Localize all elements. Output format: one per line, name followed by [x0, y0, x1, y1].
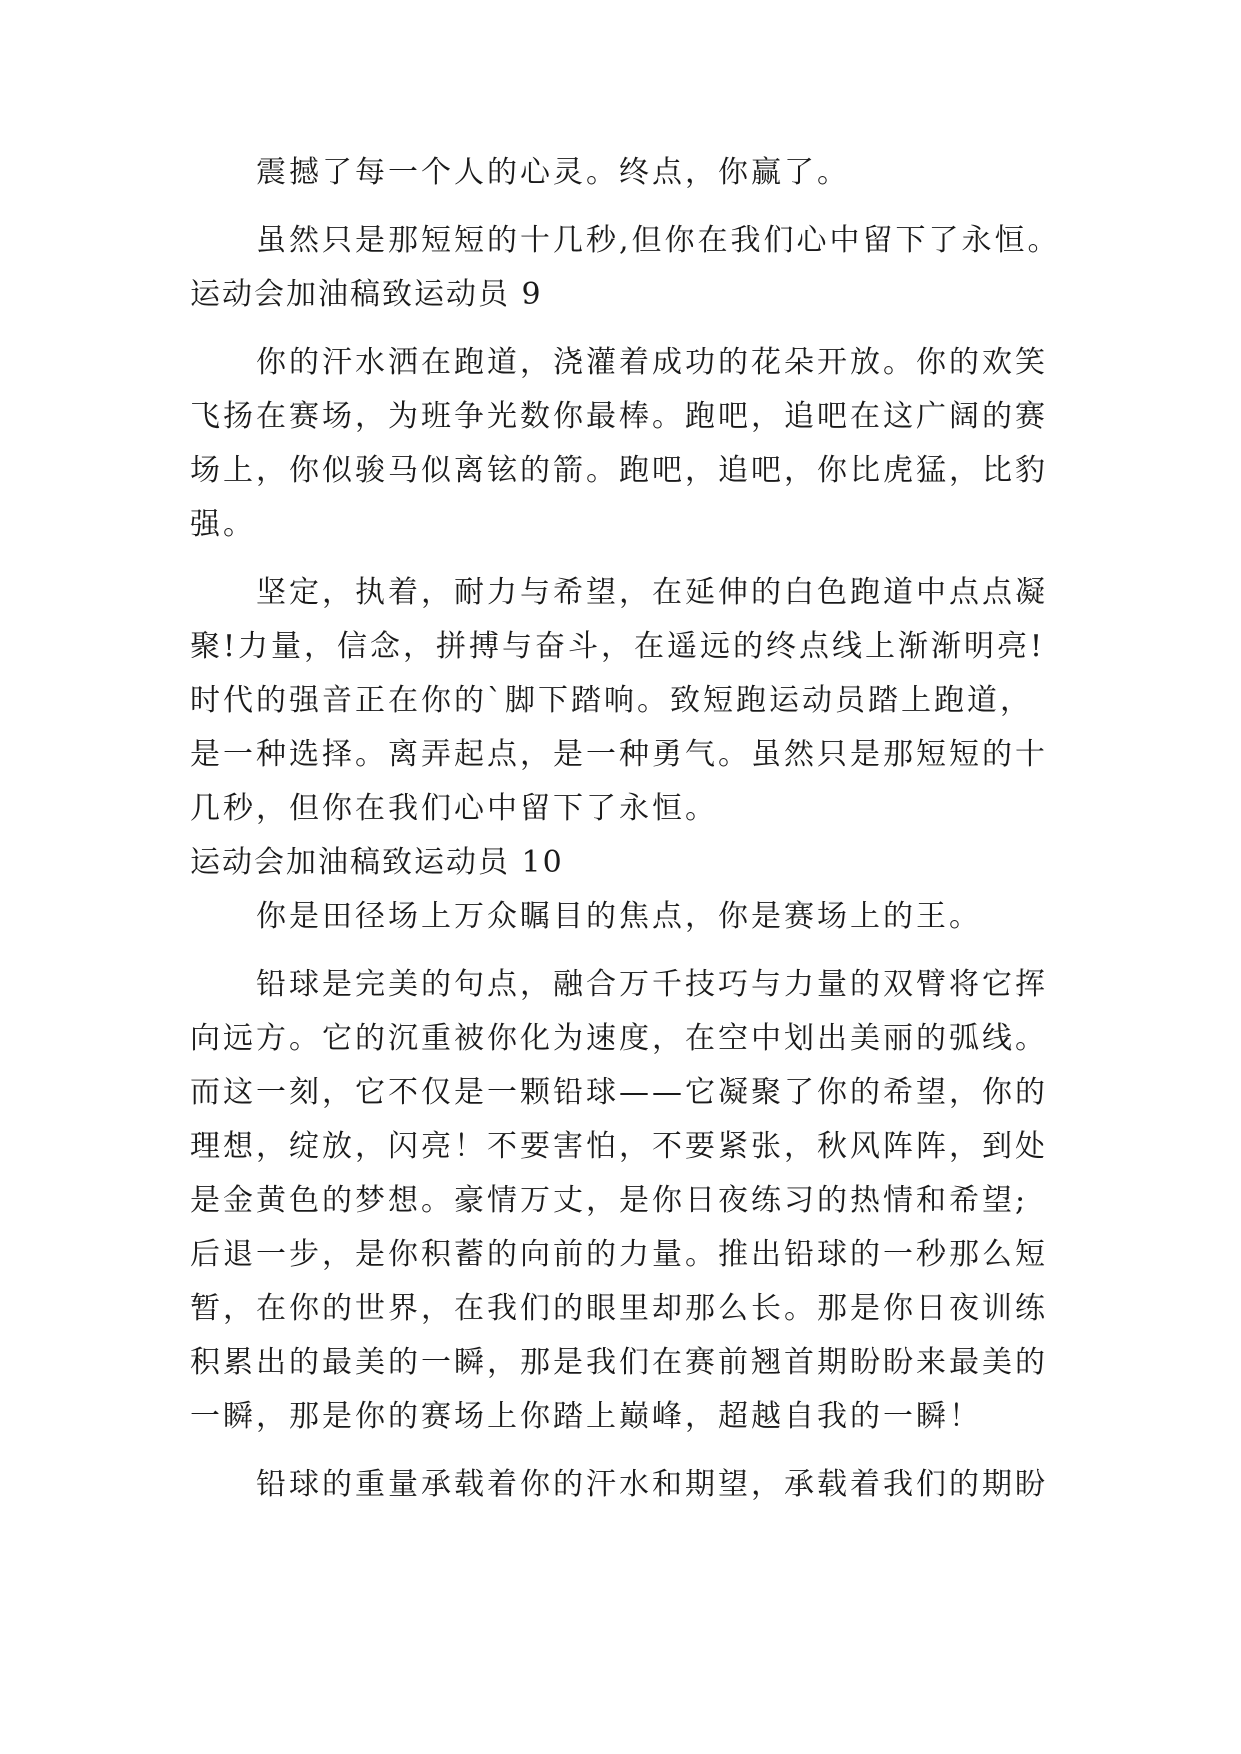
- paragraph: 坚定，执着，耐力与希望，在延伸的白色跑道中点点凝 聚!力量，信念，拼搏与奋斗，在遥远的终点线上渐渐明亮! 时代的强音正在你的`脚下踏响。致短跑运动员踏上跑道， 是一种选择。离弄起点，是一种勇气。虽然只是那短短的十 几秒，但你在我们心中留下了永恒。: [190, 575, 1048, 826]
- paragraph: 你的汗水洒在跑道，浇灌着成功的花朵开放。你的欢笑 飞扬在赛场，为班争光数你最棒。跑吧，追吧在这广阔的赛 场上，你似骏马似离铉的箭。跑吧，追吧，你比虎猛，比豹 强。: [190, 345, 1048, 542]
- paragraph: 你是田径场上万众瞩目的焦点，你是赛场上的王。: [256, 899, 982, 934]
- paragraph: 铅球是完美的句点，融合万千技巧与力量的双臂将它挥 向远方。它的沉重被你化为速度，在空中划出美丽的弧线。 而这一刻，它不仅是一颗铅球——它凝聚了你的希望，你的 理想，绽放，闪亮！不要害怕，不要紧张，秋风阵阵，到处 是金黄色的梦想。豪情万丈，是你日夜练习的热情和希望; 后退一步，是你积蓄的向前的力量。推出铅球的一秒那么短 暂，在你的世界，在我们的眼里却那么长。那是你日夜训练 积累出的最美的一瞬，那是我们在赛前翘首期盼盼来最美的 一瞬，那是你的赛场上你踏上巅峰，超越自我的一瞬！: [190, 967, 1048, 1434]
- section-heading: 运动会加油稿致运动员 9: [190, 277, 543, 312]
- paragraph: 铅球的重量承载着你的汗水和期望，承载着我们的期盼: [256, 1467, 1048, 1502]
- paragraph: 震撼了每一个人的心灵。终点，你赢了。: [256, 155, 850, 190]
- paragraph: 虽然只是那短短的十几秒,但你在我们心中留下了永恒。: [256, 223, 1061, 258]
- section-heading: 运动会加油稿致运动员 10: [190, 845, 564, 880]
